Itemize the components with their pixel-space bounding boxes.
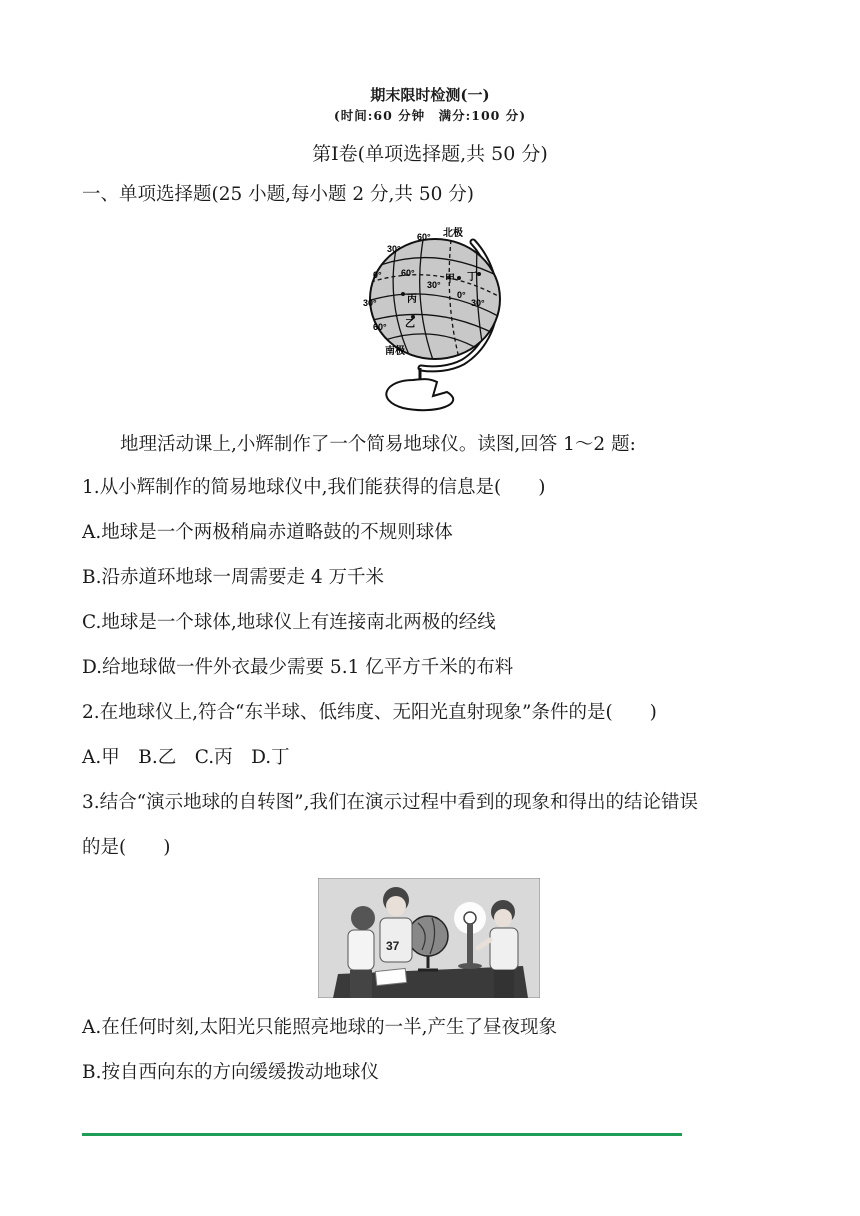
lat-label: 30° bbox=[363, 298, 377, 308]
section-heading: 一、单项选择题(25 小题,每小题 2 分,共 50 分) bbox=[82, 184, 474, 205]
point-yi bbox=[411, 315, 415, 319]
q3-option-b: B.按自西向东的方向缓缓拨动地球仪 bbox=[82, 1062, 379, 1083]
north-pole-label: 北极 bbox=[443, 228, 463, 239]
lat-label: 0° bbox=[373, 270, 382, 280]
q2-options: A.甲 B.乙 C.丙 D.丁 bbox=[82, 747, 290, 768]
intro-text: 地理活动课上,小辉制作了一个简易地球仪。读图,回答 1～2 题: bbox=[120, 434, 636, 455]
q1-option-c: C.地球是一个球体,地球仪上有连接南北两极的经线 bbox=[82, 612, 496, 633]
q3-stem-line1: 3.结合“演示地球的自转图”,我们在演示过程中看到的现象和得出的结论错误 bbox=[82, 792, 698, 813]
q1-option-a: A.地球是一个两极稍扁赤道略鼓的不规则球体 bbox=[82, 522, 453, 543]
q3-stem-line2: 的是( ) bbox=[82, 837, 171, 858]
shirt-number: 37 bbox=[386, 939, 400, 953]
lat-label: 60° bbox=[417, 232, 431, 242]
lon-label: 60° bbox=[401, 268, 415, 278]
bottom-rule bbox=[82, 1133, 682, 1136]
lon-label: 30° bbox=[427, 280, 441, 290]
q1-stem: 1.从小辉制作的简易地球仪中,我们能获得的信息是( ) bbox=[82, 477, 546, 498]
page-title: 期末限时检测(一) bbox=[370, 86, 490, 104]
rotation-demo-photo bbox=[318, 878, 540, 998]
q2-stem: 2.在地球仪上,符合“东半球、低纬度、无阳光直射现象”条件的是( ) bbox=[82, 702, 657, 723]
point-ding bbox=[477, 272, 481, 276]
lon-label: 0° bbox=[457, 290, 466, 300]
stand-base bbox=[386, 379, 453, 410]
lon-label: 30° bbox=[471, 298, 485, 308]
point-yi-label: 乙 bbox=[405, 319, 415, 330]
lat-label: 60° bbox=[373, 322, 387, 332]
q1-option-d: D.给地球做一件外衣最少需要 5.1 亿平方千米的布料 bbox=[82, 657, 514, 678]
point-jia bbox=[457, 276, 461, 280]
globe-figure bbox=[355, 222, 505, 417]
page-subtitle: (时间:60 分钟 满分:100 分) bbox=[333, 108, 527, 123]
q1-option-b: B.沿赤道环地球一周需要走 4 万千米 bbox=[82, 567, 385, 588]
point-bing-label: 丙 bbox=[407, 294, 417, 305]
lamp-bulb bbox=[464, 912, 476, 924]
part-title: 第Ⅰ卷(单项选择题,共 50 分) bbox=[312, 143, 548, 165]
point-jia-label: 甲 bbox=[445, 274, 455, 285]
south-pole-label: 南极 bbox=[385, 346, 405, 357]
q3-option-a: A.在任何时刻,太阳光只能照亮地球的一半,产生了昼夜现象 bbox=[82, 1017, 558, 1038]
point-bing bbox=[401, 292, 405, 296]
lat-label: 30° bbox=[387, 244, 401, 254]
demo-globe bbox=[408, 916, 448, 956]
point-ding-label: 丁 bbox=[467, 272, 477, 283]
